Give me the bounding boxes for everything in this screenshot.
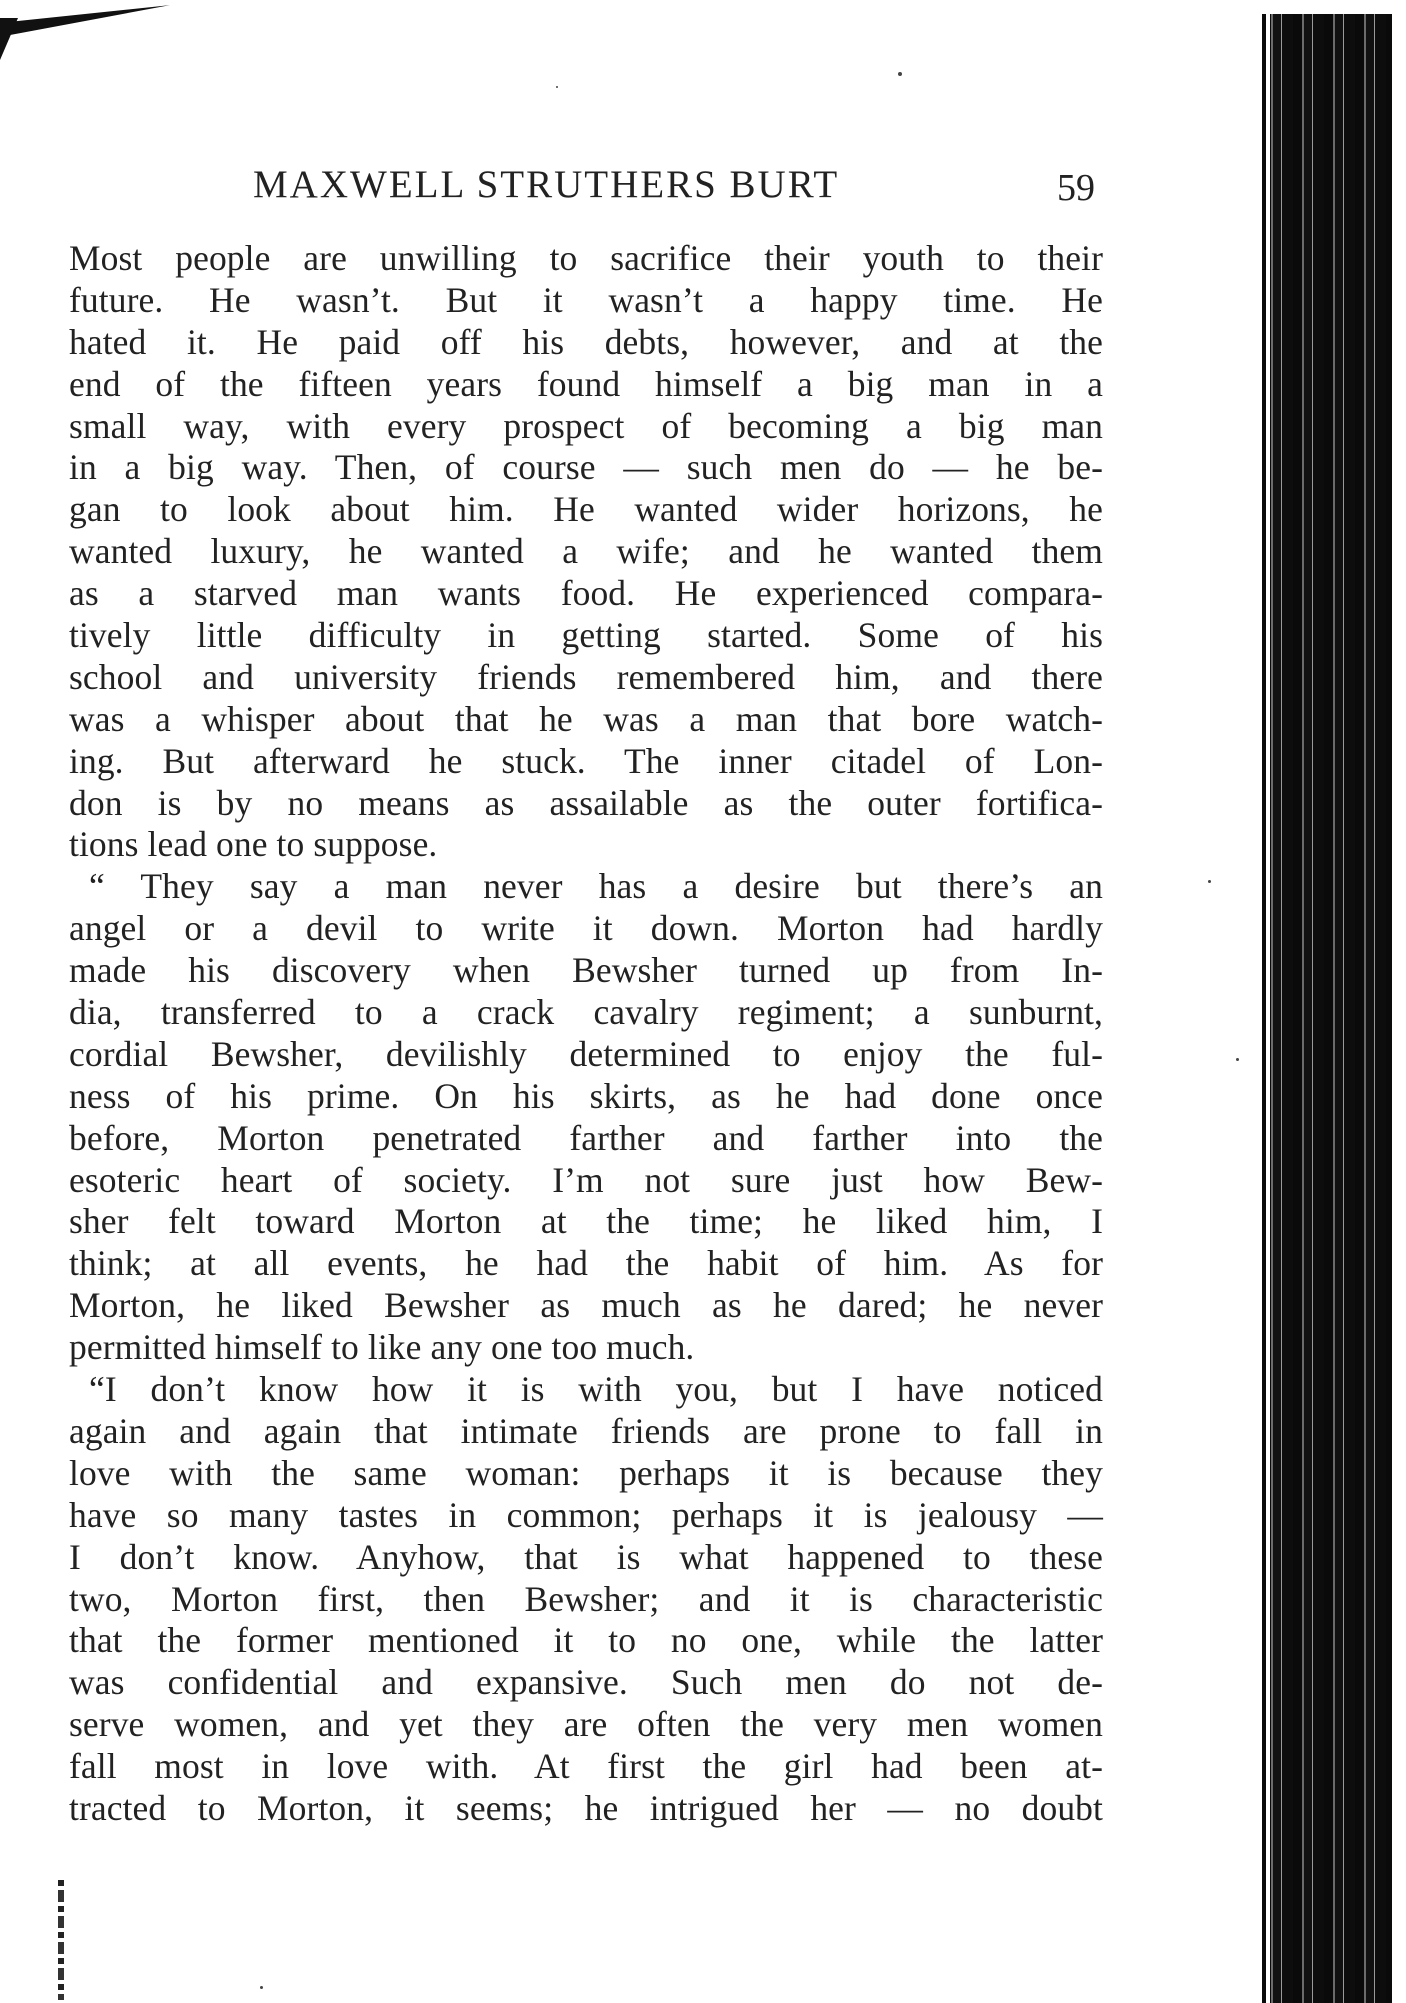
running-head: MAXWELL STRUTHERS BURT xyxy=(253,163,840,206)
text-line: as a starved man wants food. He experienced compara- xyxy=(69,573,1103,614)
text-line: esoteric heart of society. I’m not sure just how Bew- xyxy=(69,1159,1103,1200)
scan-margin-marks xyxy=(58,1880,64,2000)
text-line: love with the same woman: perhaps it is because they xyxy=(69,1452,1103,1493)
text-line: Morton, he liked Bewsher as much as he dared; he never xyxy=(69,1285,1103,1326)
text-line: permitted himself to like any one too much. xyxy=(69,1327,695,1368)
text-line: serve women, and yet they are often the very men women xyxy=(69,1704,1103,1745)
text-line: small way, with every prospect of becoming a big man xyxy=(69,405,1103,446)
body-text xyxy=(69,238,1103,1830)
scan-speck xyxy=(1208,880,1211,883)
text-line: have so many tastes in common; perhaps it is jealousy — xyxy=(69,1494,1103,1535)
text-line: made his discovery when Bewsher turned up from In- xyxy=(69,950,1103,991)
text-line: ness of his prime. On his skirts, as he had done once xyxy=(69,1075,1103,1116)
text-line: dia, transferred to a crack cavalry regiment; a sunburnt, xyxy=(69,992,1103,1033)
page-header xyxy=(245,162,1115,212)
scan-speck xyxy=(260,1986,263,1989)
scan-corner-mark xyxy=(0,18,18,60)
scan-speck xyxy=(556,86,558,88)
text-line: was confidential and expansive. Such men do not de- xyxy=(69,1662,1103,1703)
text-line: two, Morton first, then Bewsher; and it is characteristic xyxy=(69,1578,1103,1619)
text-line: wanted luxury, he wanted a wife; and he wanted them xyxy=(69,531,1103,572)
text-line: tracted to Morton, it seems; he intrigued her — no doubt xyxy=(69,1787,1103,1828)
text-line: future. He wasn’t. But it wasn’t a happy time. He xyxy=(69,279,1103,320)
scan-speck xyxy=(898,72,902,76)
binding-gap xyxy=(1266,14,1270,2003)
text-line: that the former mentioned it to no one, while the latter xyxy=(69,1620,1103,1661)
text-line: angel or a devil to write it down. Morton had hardly xyxy=(69,908,1103,949)
text-line: Most people are unwilling to sacrifice their youth to their xyxy=(69,238,1103,278)
scan-corner-mark xyxy=(0,5,170,37)
text-line: school and university friends remembered him, and there xyxy=(69,656,1103,697)
text-line: don is by no means as assailable as the outer fortifica- xyxy=(69,782,1103,823)
text-line: fall most in love with. At first the girl had been at- xyxy=(69,1746,1103,1787)
text-line: tively little difficulty in getting started. Some of his xyxy=(69,615,1103,656)
text-line: cordial Bewsher, devilishly determined to enjoy the ful- xyxy=(69,1033,1103,1074)
text-line: end of the fifteen years found himself a big man in a xyxy=(69,363,1103,404)
text-line: sher felt toward Morton at the time; he liked him, I xyxy=(69,1201,1103,1242)
text-line: “I don’t know how it is with you, but I have noticed xyxy=(89,1369,1103,1410)
text-line: before, Morton penetrated farther and farther into the xyxy=(69,1117,1103,1158)
text-line: ing. But afterward he stuck. The inner citadel of Lon- xyxy=(69,740,1103,781)
page-number: 59 xyxy=(1057,167,1095,209)
text-line: I don’t know. Anyhow, that is what happened to these xyxy=(69,1536,1103,1577)
text-line: again and again that intimate friends are prone to fall in xyxy=(69,1410,1103,1451)
text-line: tions lead one to suppose. xyxy=(69,824,438,865)
text-line: hated it. He paid off his debts, however, and at the xyxy=(69,321,1103,362)
text-line: think; at all events, he had the habit of him. As for xyxy=(69,1243,1103,1284)
text-line: “ They say a man never has a desire but there’s an xyxy=(89,866,1103,907)
text-line: was a whisper about that he was a man that bore watch- xyxy=(69,698,1103,739)
text-line: in a big way. Then, of course — such men do — he be- xyxy=(69,447,1103,488)
scan-speck xyxy=(1236,1058,1239,1061)
book-binding-edge xyxy=(1262,14,1392,2003)
text-line: gan to look about him. He wanted wider horizons, he xyxy=(69,489,1103,530)
